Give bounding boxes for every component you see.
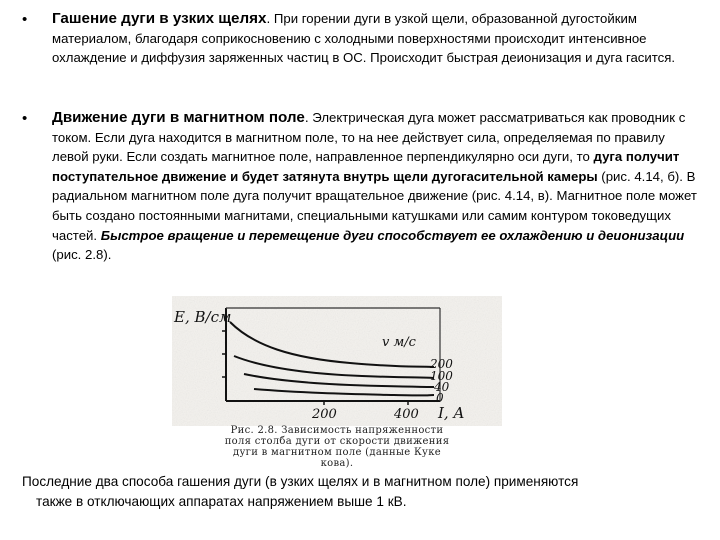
figure-graph <box>172 296 502 426</box>
bold-italic-rotation: Быстрое вращение и перемещение дуги способствует ее охлаждению и деионизации <box>100 227 685 243</box>
heading-magnetic-field-dot: . <box>304 110 309 125</box>
curve-label-40: 40 <box>434 380 450 394</box>
curve-label-0: 0 <box>436 391 444 405</box>
figure-caption <box>172 425 502 469</box>
heading-magnetic-field: Движение дуги в магнитном поле <box>52 109 305 126</box>
x-tick-label-400: 400 <box>394 407 419 422</box>
closing-line-2: также в отключающих аппаратах напряжением выше 1 кВ. <box>36 494 407 509</box>
heading-narrow-slits-dot: . <box>266 11 271 26</box>
paragraph-narrow-slits <box>52 9 700 68</box>
curve-label-100: 100 <box>430 369 453 383</box>
velocity-label: v м/с <box>382 335 416 350</box>
y-axis-label: E, В/см <box>174 308 232 326</box>
closing-paragraph <box>22 472 702 512</box>
x-tick-label-200: 200 <box>312 407 337 422</box>
paragraph-magnetic-field <box>52 108 700 265</box>
curve-label-200: 200 <box>430 357 453 371</box>
bullet-2: • <box>22 110 28 127</box>
text-narrow-slits: При горении дуги в узкой щели, образованной дугостойким материалом, благодаря соприкосновению с холодными поверхностями происходит интенсивное охлаждение и диффузия заряженных частиц в ОС. Происходит быстрая деионизация и дуга гасится. <box>52 11 676 66</box>
bold-arc-motion: дуга получит поступательное движение и будет затянута внутрь щели дугогасительной камеры <box>52 149 680 184</box>
caption-line: поля столба дуги от скорости движения <box>224 436 450 447</box>
text-magnetic-a: Электрическая дуга может рассматриваться как проводник с током. Если дуга находится в магнитном поле, то на нее действует сила, определяемая по правилу левой руки. Если создать магнитное поле, направленное перпендикулярно оси дуги, то <box>52 110 686 165</box>
caption-line: дуги в магнитном поле (данные Куке <box>233 447 441 458</box>
x-axis-label: I, A <box>438 404 465 422</box>
closing-line-1: Последние два способа гашения дуги (в узких щелях и в магнитном поле) применяются <box>22 474 579 489</box>
figure-2-8 <box>172 296 502 469</box>
text-magnetic-c: (рис. 2.8). <box>52 247 112 263</box>
caption-line: кова). <box>320 458 354 469</box>
heading-narrow-slits: Гашение дуги в узких щелях <box>52 10 267 27</box>
caption-line: Рис. 2.8. Зависимость напряженности <box>230 425 444 436</box>
bullet-1: • <box>22 11 28 28</box>
text-magnetic-b: (рис. 4.14, б). В радиальном магнитном поле дуга получит вращательное движение (рис. 4.14, в). Магнитное поле может быть создано постоянными магнитами, специальными катушками или самим контуром токоведущих частей. <box>52 168 697 243</box>
